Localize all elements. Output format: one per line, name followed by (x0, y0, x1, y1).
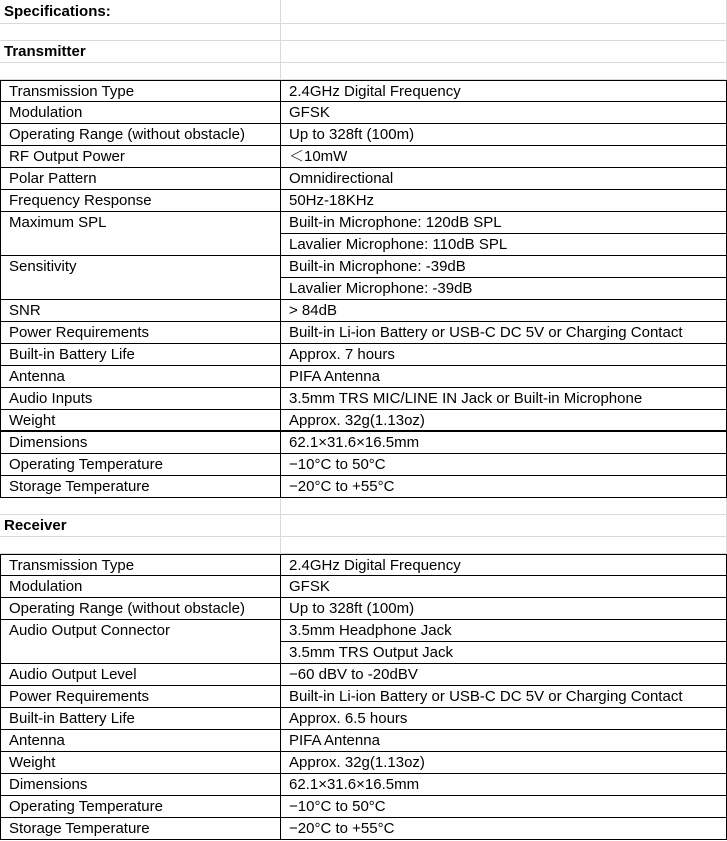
table-row (0, 620, 727, 642)
blank-cell (281, 515, 727, 537)
spec-label: Built-in Battery Life (0, 344, 281, 366)
blank-cell (281, 41, 727, 63)
spec-label: Dimensions (0, 774, 281, 796)
spec-value: 3.5mm Headphone Jack (281, 620, 727, 642)
table-row (0, 256, 727, 278)
table-row (0, 344, 727, 366)
blank-cell (0, 537, 281, 554)
title-row (0, 0, 727, 24)
spec-value: > 84dB (281, 300, 727, 322)
spec-value: 2.4GHz Digital Frequency (281, 80, 727, 102)
table-row (0, 476, 727, 498)
spec-value: Up to 328ft (100m) (281, 598, 727, 620)
table-row (0, 124, 727, 146)
blank-cell (0, 63, 281, 80)
spec-label: RF Output Power (0, 146, 281, 168)
spec-label: Dimensions (0, 432, 281, 454)
blank-cell (281, 24, 727, 41)
table-row (0, 708, 727, 730)
spacer-row (0, 24, 727, 41)
spec-label: Operating Temperature (0, 796, 281, 818)
spec-label: Transmission Type (0, 554, 281, 576)
table-row (0, 796, 727, 818)
table-row (0, 168, 727, 190)
table-row (0, 234, 727, 256)
spec-value: −10°C to 50°C (281, 796, 727, 818)
spec-label: Power Requirements (0, 686, 281, 708)
spec-label: Antenna (0, 730, 281, 752)
spec-label: Antenna (0, 366, 281, 388)
spacer-row (0, 63, 727, 80)
spec-label: SNR (0, 300, 281, 322)
spec-label: Modulation (0, 576, 281, 598)
blank-cell (0, 24, 281, 41)
spec-value: Approx. 6.5 hours (281, 708, 727, 730)
table-row (0, 554, 727, 576)
spec-label (0, 234, 281, 256)
spec-value: Built-in Li-ion Battery or USB-C DC 5V or Charging Contact (281, 686, 727, 708)
table-row (0, 300, 727, 322)
spec-label: Transmission Type (0, 80, 281, 102)
spec-value: Approx. 32g(1.13oz) (281, 410, 727, 432)
blank-cell (281, 498, 727, 515)
spec-label: Maximum SPL (0, 212, 281, 234)
spec-label: Frequency Response (0, 190, 281, 212)
spec-label: Modulation (0, 102, 281, 124)
table-row (0, 818, 727, 840)
spec-value: Built-in Li-ion Battery or USB-C DC 5V or Charging Contact (281, 322, 727, 344)
spec-value: 62.1×31.6×16.5mm (281, 774, 727, 796)
spec-value: 50Hz-18KHz (281, 190, 727, 212)
spec-value: Up to 328ft (100m) (281, 124, 727, 146)
table-row (0, 642, 727, 664)
page-title: Specifications: (0, 0, 281, 24)
spec-value: 62.1×31.6×16.5mm (281, 432, 727, 454)
spec-value: −60 dBV to -20dBV (281, 664, 727, 686)
spec-value: Approx. 7 hours (281, 344, 727, 366)
spec-label: Operating Temperature (0, 454, 281, 476)
table-row (0, 774, 727, 796)
table-row (0, 432, 727, 454)
spacer-row (0, 537, 727, 554)
spec-value: PIFA Antenna (281, 730, 727, 752)
blank-cell (281, 63, 727, 80)
transmitter-heading: Transmitter (0, 41, 281, 63)
spec-value: GFSK (281, 576, 727, 598)
spec-label: Audio Output Level (0, 664, 281, 686)
spec-label: Power Requirements (0, 322, 281, 344)
spec-label: Weight (0, 752, 281, 774)
table-row (0, 80, 727, 102)
spec-value: −20°C to +55°C (281, 818, 727, 840)
spec-value: Built-in Microphone: 120dB SPL (281, 212, 727, 234)
table-row (0, 686, 727, 708)
spec-value: 3.5mm TRS MIC/LINE IN Jack or Built-in Microphone (281, 388, 727, 410)
table-row (0, 146, 727, 168)
blank-cell (281, 0, 727, 24)
spec-label: Storage Temperature (0, 476, 281, 498)
table-row (0, 752, 727, 774)
spec-value: Omnidirectional (281, 168, 727, 190)
spec-value: PIFA Antenna (281, 366, 727, 388)
table-row (0, 278, 727, 300)
spec-value: Built-in Microphone: -39dB (281, 256, 727, 278)
spec-value: Lavalier Microphone: -39dB (281, 278, 727, 300)
table-row (0, 212, 727, 234)
spec-label (0, 642, 281, 664)
table-row (0, 730, 727, 752)
receiver-heading: Receiver (0, 515, 281, 537)
transmitter-heading-row (0, 41, 727, 63)
spec-value: 2.4GHz Digital Frequency (281, 554, 727, 576)
spec-label: Audio Output Connector (0, 620, 281, 642)
spec-value: −10°C to 50°C (281, 454, 727, 476)
spec-value: −20°C to +55°C (281, 476, 727, 498)
spec-label: Polar Pattern (0, 168, 281, 190)
spec-label: Built-in Battery Life (0, 708, 281, 730)
spec-value: Approx. 32g(1.13oz) (281, 752, 727, 774)
table-row (0, 454, 727, 476)
spec-label: Audio Inputs (0, 388, 281, 410)
spec-value: GFSK (281, 102, 727, 124)
blank-cell (0, 498, 281, 515)
spec-value: Lavalier Microphone: 110dB SPL (281, 234, 727, 256)
table-row (0, 366, 727, 388)
spec-label: Weight (0, 410, 281, 432)
receiver-heading-row (0, 515, 727, 537)
spec-label: Storage Temperature (0, 818, 281, 840)
spec-value: ＜10mW (281, 146, 727, 168)
table-row (0, 388, 727, 410)
table-row (0, 410, 727, 432)
spec-label: Operating Range (without obstacle) (0, 124, 281, 146)
table-row (0, 102, 727, 124)
table-row (0, 598, 727, 620)
spacer-row (0, 498, 727, 515)
table-row (0, 190, 727, 212)
table-row (0, 576, 727, 598)
spec-label: Operating Range (without obstacle) (0, 598, 281, 620)
spec-label: Sensitivity (0, 256, 281, 278)
table-row (0, 664, 727, 686)
blank-cell (281, 537, 727, 554)
table-row (0, 322, 727, 344)
spec-label (0, 278, 281, 300)
spec-value: 3.5mm TRS Output Jack (281, 642, 727, 664)
